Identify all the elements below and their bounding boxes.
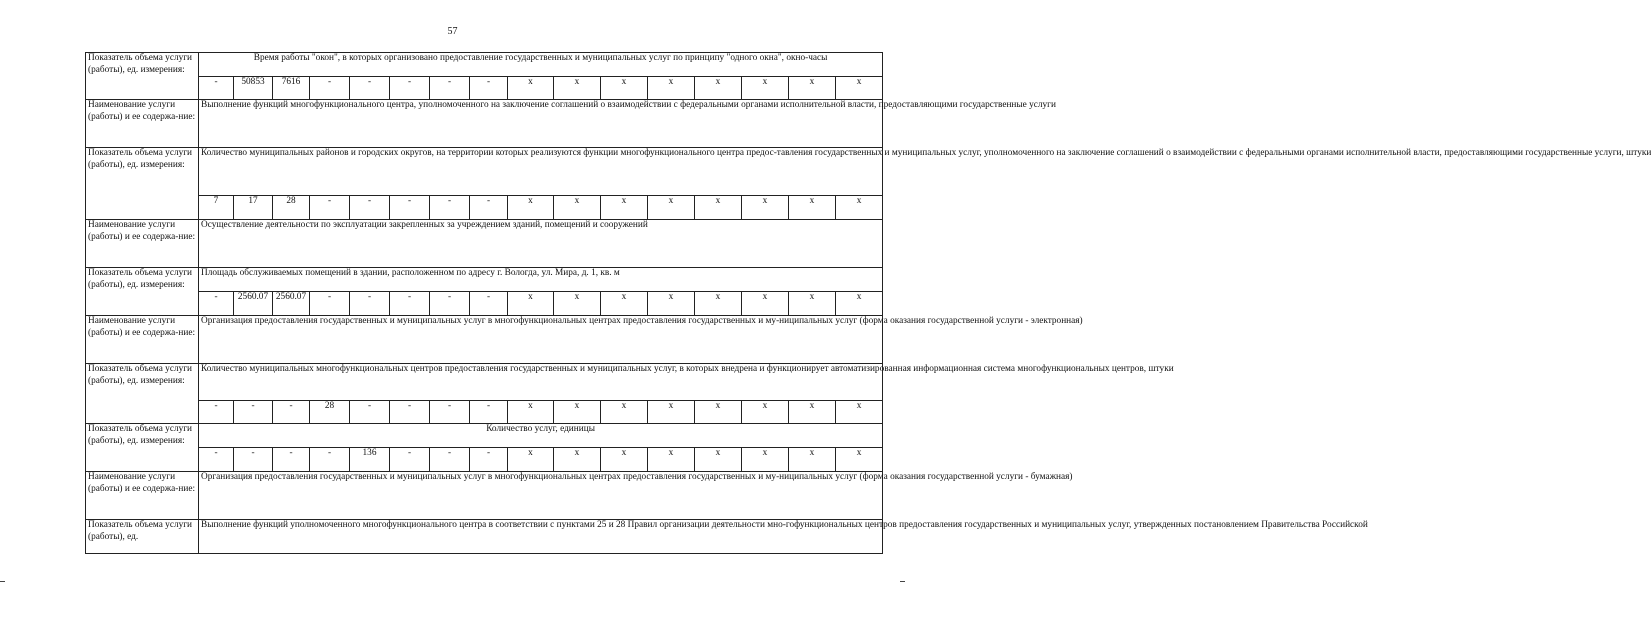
indicator-label: Показатель объема услуги (работы), ед. измерения:	[86, 268, 199, 316]
value-cell: x	[648, 292, 695, 316]
value-cell: -	[234, 401, 273, 424]
service-name-row	[86, 316, 883, 364]
value-cell: -	[430, 292, 470, 316]
service-name-label: Наименование услуги (работы) и ее содержа-ние:	[86, 100, 199, 148]
value-cell: x	[601, 196, 648, 220]
value-cell: -	[310, 77, 350, 100]
value-cell: -	[350, 292, 390, 316]
value-cell: x	[789, 401, 836, 424]
value-cell: -	[310, 448, 350, 472]
indicator-desc-row	[86, 424, 883, 448]
indicator-label: Показатель объема услуги (работы), ед. измерения:	[86, 424, 199, 472]
value-cell: -	[199, 292, 234, 316]
value-cell: x	[508, 292, 554, 316]
value-cell: 2560.07	[234, 292, 273, 316]
value-cell: x	[508, 196, 554, 220]
value-cell: -	[390, 448, 430, 472]
value-cell: x	[789, 77, 836, 100]
page-edge-mark-left	[0, 581, 5, 582]
value-cell: x	[601, 77, 648, 100]
value-cell: -	[430, 448, 470, 472]
value-cell: x	[742, 77, 789, 100]
value-cell: 7616	[273, 77, 310, 100]
value-cell: -	[390, 196, 430, 220]
service-description: Организация предоставления государственных и муниципальных услуг в многофункциональных центрах предоставления государственных и му-ниципальных услуг (форма оказания государственной услуги - электронная)	[199, 316, 883, 364]
service-description: Организация предоставления государственных и муниципальных услуг в многофункциональных центрах предоставления государственных и му-ниципальных услуг (форма оказания государственной услуги - бумажная)	[199, 472, 883, 520]
value-cell: x	[554, 196, 601, 220]
indicator-desc-row	[86, 148, 883, 196]
value-cell: x	[508, 77, 554, 100]
page-number: 57	[447, 26, 458, 37]
indicator-values-row	[86, 401, 883, 424]
service-description: Выполнение функций многофункционального центра, уполномоченного на заключение соглашений о взаимодействии с федеральными органами исполнительной власти, предоставляющими государственные услуги	[199, 100, 883, 148]
value-cell: 17	[234, 196, 273, 220]
value-cell: -	[470, 196, 508, 220]
value-cell: -	[199, 401, 234, 424]
indicator-description: Площадь обслуживаемых помещений в здании, расположенном по адресу г. Вологда, ул. Мира, д. 1, кв. м	[199, 268, 883, 292]
service-name-label: Показатель объема услуги (работы), ед.	[86, 520, 199, 554]
value-cell: -	[199, 448, 234, 472]
service-description: Выполнение функций уполномоченного многофункционального центра в соответствии с пунктами 25 и 28 Правил организации деятельности мно-гофункциональных центров предоставления государственных и муниципальных услуг, утвержденных постановлением Правительства Российской	[199, 520, 883, 554]
indicator-label: Показатель объема услуги (работы), ед. измерения:	[86, 364, 199, 424]
indicator-values-row	[86, 448, 883, 472]
value-cell: -	[273, 448, 310, 472]
value-cell: x	[695, 77, 742, 100]
value-cell: x	[742, 448, 789, 472]
value-cell: x	[554, 448, 601, 472]
value-cell: x	[789, 292, 836, 316]
value-cell: -	[199, 77, 234, 100]
service-name-row	[86, 100, 883, 148]
value-cell: -	[430, 77, 470, 100]
service-name-label: Наименование услуги (работы) и ее содержа-ние:	[86, 472, 199, 520]
value-cell: -	[310, 196, 350, 220]
value-cell: x	[695, 401, 742, 424]
value-cell: -	[390, 77, 430, 100]
value-cell: x	[508, 448, 554, 472]
value-cell: -	[273, 401, 310, 424]
indicator-description: Количество муниципальных многофункциональных центров предоставления государственных и муниципальных услуг, в которых внедрена и функционирует автоматизированная информационная система многофункциональных центров, штуки	[199, 364, 883, 401]
value-cell: x	[695, 292, 742, 316]
indicator-label: Показатель объема услуги (работы), ед. измерения:	[86, 148, 199, 220]
value-cell: -	[470, 401, 508, 424]
value-cell: x	[789, 448, 836, 472]
value-cell: 28	[273, 196, 310, 220]
value-cell: -	[234, 448, 273, 472]
value-cell: x	[601, 401, 648, 424]
value-cell: x	[601, 448, 648, 472]
value-cell: 2560.07	[273, 292, 310, 316]
value-cell: x	[789, 196, 836, 220]
value-cell: x	[836, 448, 883, 472]
value-cell: -	[350, 77, 390, 100]
value-cell: -	[470, 448, 508, 472]
indicator-desc-row	[86, 364, 883, 401]
value-cell: 28	[310, 401, 350, 424]
indicator-desc-row	[86, 268, 883, 292]
service-name-row	[86, 520, 883, 554]
service-volume-table	[85, 52, 1651, 554]
value-cell: -	[390, 292, 430, 316]
service-description: Осуществление деятельности по эксплуатации закрепленных за учреждением зданий, помещений и сооружений	[199, 220, 883, 268]
value-cell: x	[648, 77, 695, 100]
indicator-description: Количество услуг, единицы	[199, 424, 883, 448]
value-cell: x	[554, 401, 601, 424]
value-cell: x	[554, 292, 601, 316]
indicator-description: Количество муниципальных районов и городских округов, на территории которых реализуются функции многофункционального центра предос-тавления государственных и муниципальных услуг, уполномоченного на заключение соглашений о взаимодействии с федеральными органами исполнительной власти, предоставляющими государственные услуги, штуки	[199, 148, 883, 196]
value-cell: x	[554, 77, 601, 100]
value-cell: -	[430, 401, 470, 424]
service-name-row	[86, 220, 883, 268]
indicator-description: Время работы "окон", в которых организовано предоставление государственных и муниципальных услуг по принципу "одного окна", окно-часы	[199, 53, 883, 77]
value-cell: -	[350, 196, 390, 220]
value-cell: x	[648, 401, 695, 424]
value-cell: 7	[199, 196, 234, 220]
value-cell: -	[430, 196, 470, 220]
value-cell: x	[836, 196, 883, 220]
value-cell: x	[742, 196, 789, 220]
value-cell: x	[836, 77, 883, 100]
value-cell: x	[601, 292, 648, 316]
indicator-values-row	[86, 292, 883, 316]
service-name-row	[86, 472, 883, 520]
page-edge-mark-right	[900, 581, 905, 582]
indicator-values-row	[86, 77, 883, 100]
indicator-values-row	[86, 196, 883, 220]
value-cell: -	[470, 292, 508, 316]
service-name-label: Наименование услуги (работы) и ее содержа-ние:	[86, 220, 199, 268]
indicator-desc-row	[86, 53, 883, 77]
value-cell: x	[742, 292, 789, 316]
value-cell: x	[695, 448, 742, 472]
value-cell: x	[508, 401, 554, 424]
indicator-label: Показатель объема услуги (работы), ед. измерения:	[86, 53, 199, 100]
value-cell: 50853	[234, 77, 273, 100]
value-cell: x	[648, 448, 695, 472]
value-cell: x	[648, 196, 695, 220]
value-cell: x	[836, 292, 883, 316]
value-cell: -	[310, 292, 350, 316]
value-cell: -	[470, 77, 508, 100]
value-cell: x	[695, 196, 742, 220]
value-cell: x	[742, 401, 789, 424]
value-cell: 136	[350, 448, 390, 472]
service-name-label: Наименование услуги (работы) и ее содержа-ние:	[86, 316, 199, 364]
value-cell: x	[836, 401, 883, 424]
value-cell: -	[390, 401, 430, 424]
value-cell: -	[350, 401, 390, 424]
